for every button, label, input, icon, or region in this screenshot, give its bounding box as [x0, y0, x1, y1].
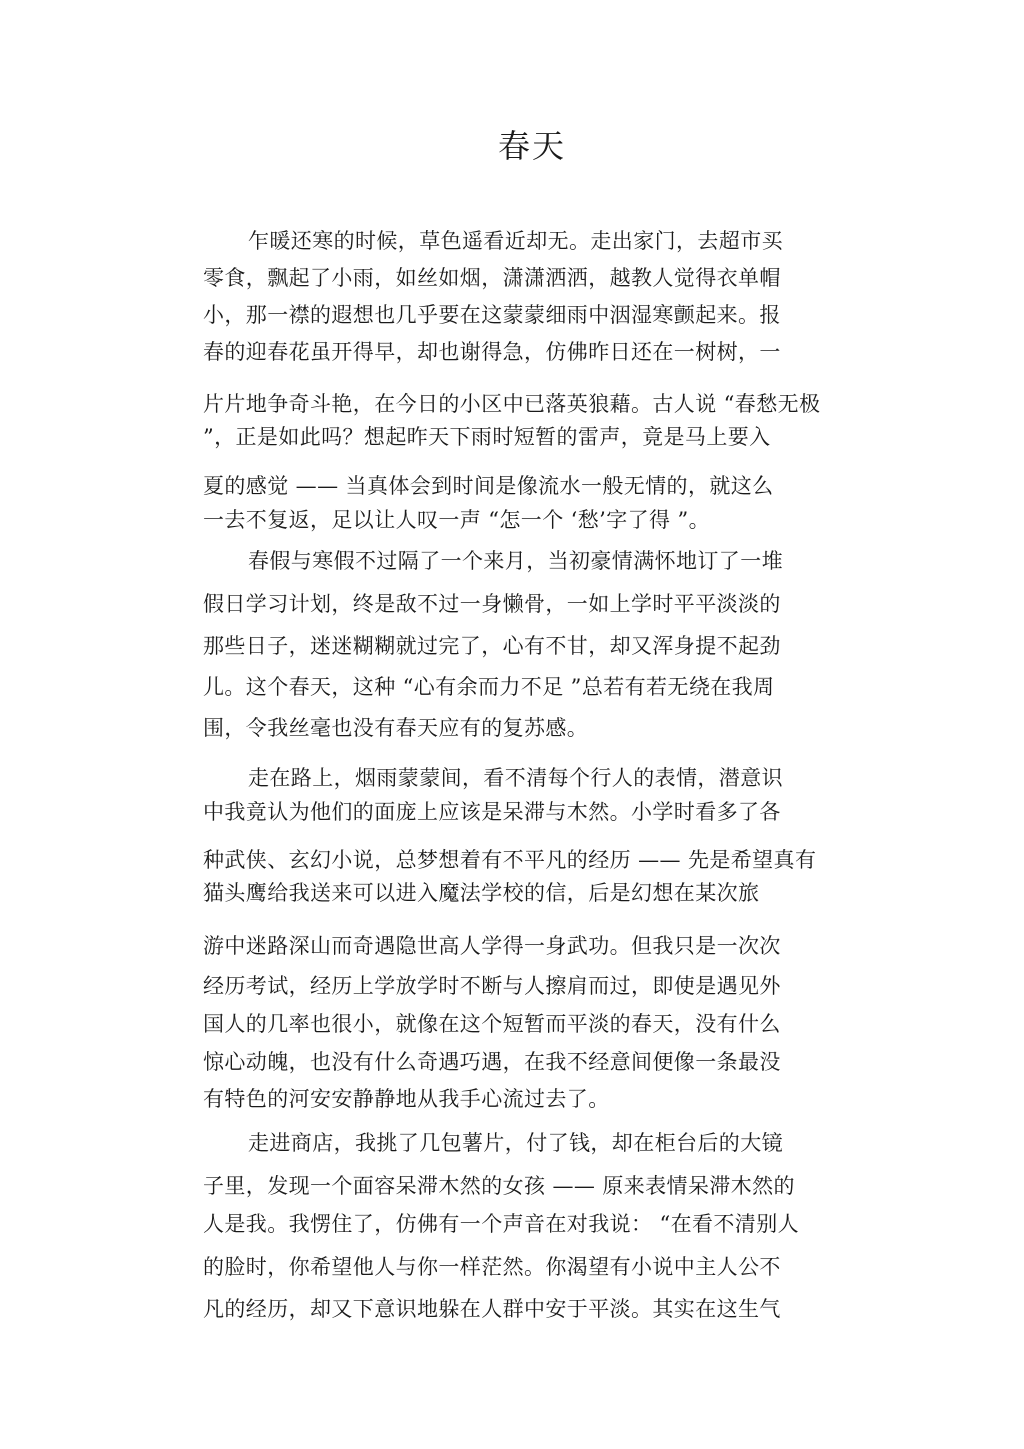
text-line: 子里，发现一个面容呆滞木然的女孩 —— 原来表情呆滞木然的: [203, 1174, 795, 1198]
text-line: 人是我。我愣住了，仿佛有一个声音在对我说： “在看不清别人: [203, 1212, 800, 1236]
text-line: 假日学习计划，终是敌不过一身懒骨，一如上学时平平淡淡的: [203, 592, 781, 616]
text-line: 国人的几率也很小，就像在这个短暂而平淡的春天，没有什么: [203, 1012, 781, 1036]
text-line: 中我竟认为他们的面庞上应该是呆滞与木然。小学时看多了各: [203, 800, 781, 824]
text-line: 儿。这个春天，这种 “心有余而力不足 ”总若有若无绕在我周: [203, 675, 775, 699]
text-line: 走进商店，我挑了几包薯片，付了钱，却在柜台后的大镜: [248, 1131, 783, 1155]
text-line: 一去不复返，足以让人叹一声 “怎一个 ‘愁’字了得 ”。: [203, 508, 711, 532]
text-line: 围，令我丝毫也没有春天应有的复苏感。: [203, 716, 589, 740]
text-line: 凡的经历，却又下意识地躲在人群中安于平淡。其实在这生气: [203, 1297, 781, 1321]
text-line: 惊心动魄，也没有什么奇遇巧遇，在我不经意间便像一条最没: [203, 1050, 781, 1074]
text-line: 春的迎春花虽开得早，却也谢得急，仿佛昨日还在一树树，一: [203, 340, 781, 364]
text-line: 经历考试，经历上学放学时不断与人擦肩而过，即使是遇见外: [203, 974, 781, 998]
text-line: 夏的感觉 —— 当真体会到时间是像流水一般无情的，就这么: [203, 474, 774, 498]
text-line: 乍暖还寒的时候，草色遥看近却无。走出家门，去超市买: [248, 229, 783, 253]
text-line: 种武侠、玄幻小说，总梦想着有不平凡的经历 —— 先是希望真有: [203, 848, 817, 872]
text-line: 片片地争奇斗艳，在今日的小区中已落英狼藉。古人说 “春愁无极: [203, 392, 821, 416]
text-line: 走在路上，烟雨蒙蒙间，看不清每个行人的表情，潜意识: [248, 766, 783, 790]
document-title: 春天: [497, 127, 566, 165]
text-line: 猫头鹰给我送来可以进入魔法学校的信，后是幻想在某次旅: [203, 881, 760, 905]
text-line: ”，正是如此吗？想起昨天下雨时短暂的雷声，竟是马上要入: [203, 425, 771, 449]
text-line: 游中迷路深山而奇遇隐世高人学得一身武功。但我只是一次次: [203, 934, 781, 958]
text-line: 春假与寒假不过隔了一个来月，当初豪情满怀地订了一堆: [248, 549, 783, 573]
text-line: 零食，飘起了小雨，如丝如烟，潇潇洒洒，越教人觉得衣单帽: [203, 266, 781, 290]
text-line: 那些日子，迷迷糊糊就过完了，心有不甘，却又浑身提不起劲: [203, 634, 781, 658]
text-line: 有特色的河安安静静地从我手心流过去了。: [203, 1087, 610, 1111]
text-line: 的脸时，你希望他人与你一样茫然。你渴望有小说中主人公不: [203, 1255, 781, 1279]
text-line: 小，那一襟的遐想也几乎要在这蒙蒙细雨中洇湿寒颤起来。报: [203, 303, 781, 327]
